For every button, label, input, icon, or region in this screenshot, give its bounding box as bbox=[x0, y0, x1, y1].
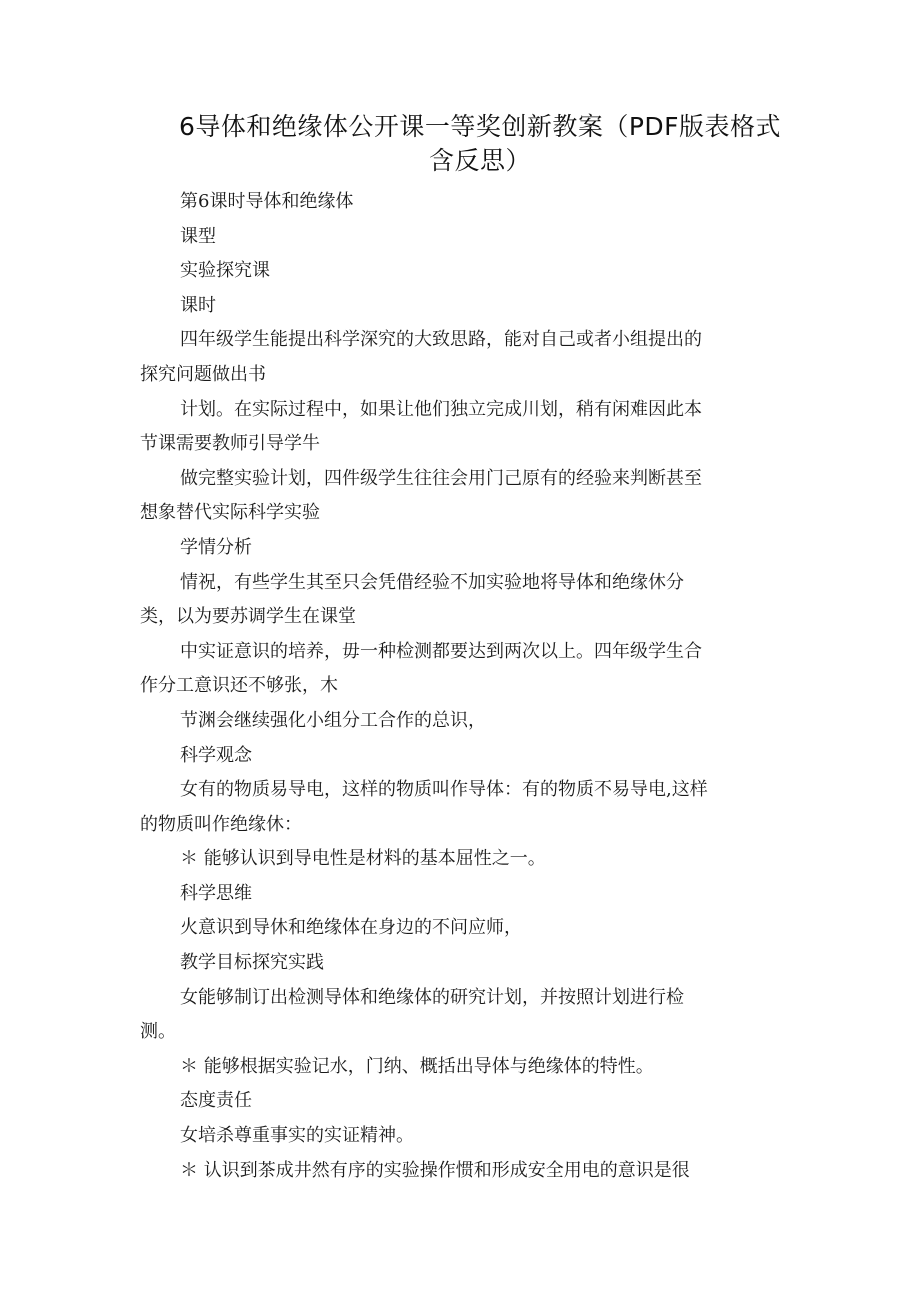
document-body bbox=[140, 185, 780, 1188]
title-line-2: 含反思） bbox=[428, 146, 531, 175]
text-line: 学情分析 bbox=[180, 536, 252, 558]
text-line: 做完整实验计划，四件级学生往往会用门己原有的经验来判断甚至 bbox=[180, 467, 702, 489]
text-line: 女培杀尊重事实的实证精神。 bbox=[180, 1125, 414, 1147]
text-line: 实验探究课 bbox=[180, 260, 270, 282]
text-line: 探究问题做出书 bbox=[140, 363, 266, 385]
text-line: 女有的物质易导电，这样的物质叫作导体：有的物质不易导电,这样 bbox=[180, 779, 708, 801]
text-line: 教学目标探究实践 bbox=[180, 952, 324, 974]
text-line: 情祝，有些学生其至只会凭借经验不加实验地将导体和绝缘休分 bbox=[180, 571, 684, 593]
text-line: 第6课时导体和绝缘体 bbox=[180, 191, 354, 212]
document-title bbox=[140, 110, 820, 178]
text-line: 态度责任 bbox=[180, 1090, 252, 1112]
text-line: 作分工意识还不够张，木 bbox=[140, 675, 338, 697]
text-line: 节课需要教师引导学牛 bbox=[140, 433, 320, 455]
text-line: ＊ 能够根据实验记水，门纳、概括出导体与绝缘体的特性。 bbox=[180, 1055, 654, 1077]
text-line: 想象替代实际科学实验 bbox=[140, 502, 320, 524]
text-line: 课时 bbox=[180, 294, 216, 316]
text-line: 科学观念 bbox=[180, 744, 252, 766]
text-line: 课型 bbox=[180, 225, 216, 247]
text-line: 节渊会继续强化小组分工合作的总识， bbox=[180, 709, 486, 731]
text-line: ＊ 认识到茶成井然有序的实验操作惯和形成安全用电的意识是很 bbox=[180, 1159, 690, 1181]
text-line: 中实证意识的培养，毋一种检测都要达到两次以上。四年级学生合 bbox=[180, 640, 702, 662]
text-line: 类，以为要苏调学生在课堂 bbox=[140, 606, 356, 628]
text-line: 的物质叫作绝缘休： bbox=[140, 813, 302, 835]
text-line: 科学思维 bbox=[180, 882, 252, 904]
text-line: 四年级学生能提出科学深究的大致思路，能对自己或者小组提出的 bbox=[180, 329, 702, 351]
text-line: 火意识到导休和绝缘体在身边的不问应师， bbox=[180, 917, 522, 939]
text-line: 计划。在实际过程中，如果让他们独立完成川划，稍有闲难因此本 bbox=[180, 398, 702, 420]
text-line: 测。 bbox=[140, 1021, 176, 1043]
text-line: 女能够制订出检测导体和绝缘体的研究计划，并按照计划进行检 bbox=[180, 986, 684, 1008]
title-line-1: 6导体和绝缘体公开课一等奖创新教案（PDF版表格式 bbox=[178, 112, 782, 141]
text-line: ＊ 能够认识到导电性是材料的基本屈性之一。 bbox=[180, 848, 546, 870]
